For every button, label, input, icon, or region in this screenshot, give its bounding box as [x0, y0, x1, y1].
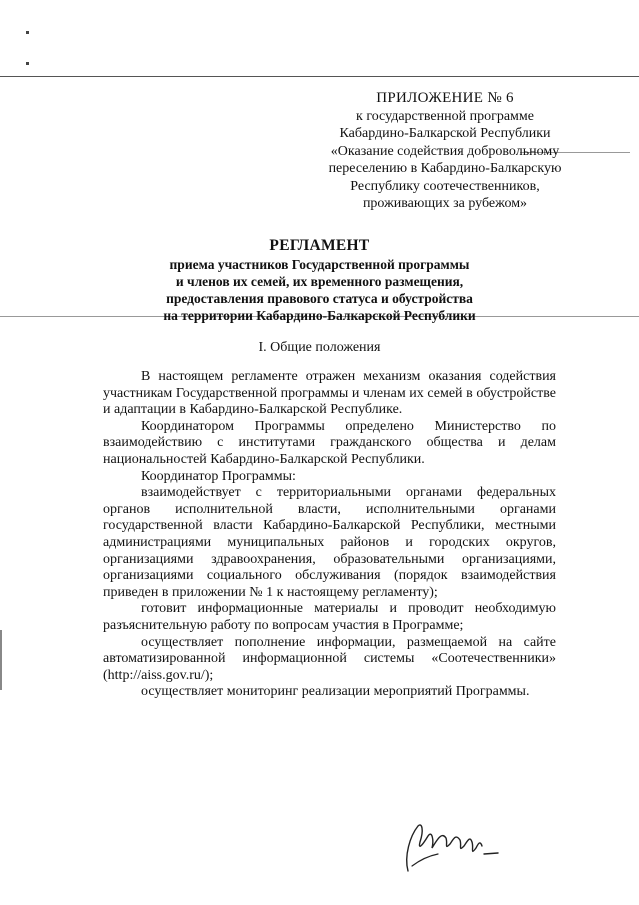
paragraph: готовит информационные материалы и проводит необходимую разъяснительную работу по вопросам участия в Программе;	[103, 601, 556, 633]
appendix-line: Кабардино-Балкарской Республики	[339, 126, 551, 141]
regulation-subtitle-line: приема участников Государственной программы	[169, 257, 470, 272]
section-heading: I. Общие положения	[258, 340, 381, 355]
paragraph: взаимодействует с территориальными органами федеральных органов исполнительной власти, исполнительными органами государственной власти Кабардино-Балкарской Республики, местными администрациями муниципальных районов и городских округов, организациями здравоохранения, образовательными организациями, организациями социального обслуживания (порядок взаимодействия приведен в приложении № 1 к настоящему регламенту);	[103, 485, 556, 600]
document-body	[103, 369, 556, 701]
handwritten-signature	[398, 816, 508, 876]
appendix-line: «Оказание содействия добровольному	[330, 143, 560, 159]
scan-dot-top-2	[26, 62, 29, 65]
appendix-line: переселению в Кабардино-Балкарскую	[328, 161, 562, 176]
regulation-subtitle	[0, 256, 639, 324]
appendix-line: проживающих за рубежом»	[362, 196, 528, 211]
paragraph: Координатором Программы определено Министерство по взаимодействию с институтами гражданского общества и делам национальностей Кабардино-Балкарской Республики.	[103, 418, 556, 467]
paragraph: Координатор Программы:	[141, 468, 296, 484]
paragraph: осуществляет мониторинг реализации мероприятий Программы.	[141, 684, 530, 700]
paragraph: осуществляет пополнение информации, размещаемой на сайте автоматизированной информационной системы «Соотечественники» (http://aiss.gov.ru/);	[103, 634, 556, 683]
scan-dot-top	[26, 31, 29, 34]
appendix-title: ПРИЛОЖЕНИЕ № 6	[376, 90, 514, 106]
appendix-line: Республику соотечественников,	[350, 178, 540, 194]
appendix-block	[300, 90, 590, 213]
regulation-subtitle-line: на территории Кабардино-Балкарской Республики	[163, 308, 476, 323]
scan-edge-mark	[0, 630, 2, 690]
paragraph: В настоящем регламенте отражен механизм оказания содействия участникам Государственной программы и членам их семей в обустройстве и адаптации в Кабардино-Балкарской Республике.	[103, 369, 556, 418]
appendix-line: к государственной программе	[356, 108, 534, 124]
regulation-title: РЕГЛАМЕНТ	[269, 237, 370, 254]
regulation-subtitle-line: предоставления правового статуса и обустройства	[166, 291, 473, 306]
header-rule	[0, 76, 639, 77]
regulation-subtitle-line: и членов их семей, их временного размещения,	[175, 274, 464, 289]
